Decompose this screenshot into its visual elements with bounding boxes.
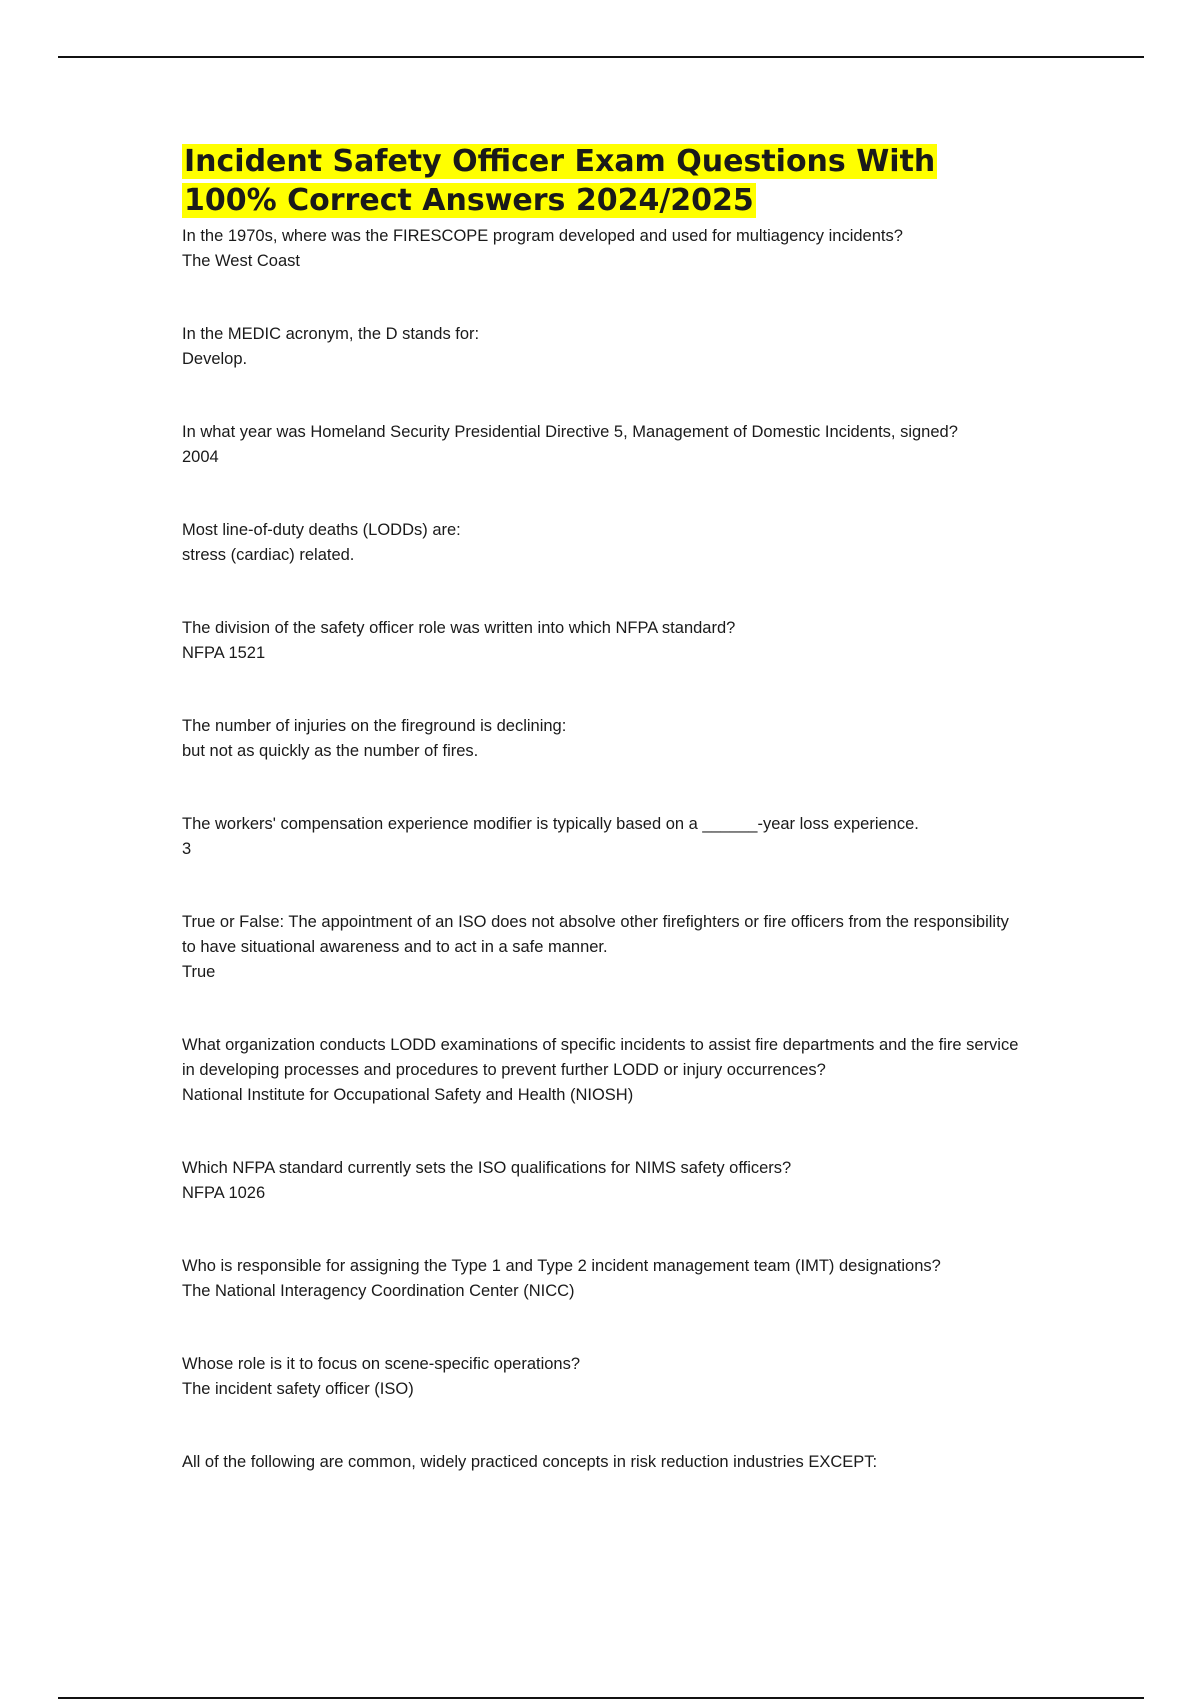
answer-text: The incident safety officer (ISO) [182, 1380, 414, 1398]
question-text: In what year was Homeland Security Presidential Directive 5, Management of Domestic Incidents, signed? [182, 423, 958, 441]
qa-item [182, 322, 1022, 372]
qa-item [182, 224, 1022, 274]
answer-text: 3 [182, 840, 192, 858]
qa-item [182, 1156, 1022, 1206]
question-text: Which NFPA standard currently sets the ISO qualifications for NIMS safety officers? [182, 1159, 792, 1177]
qa-item [182, 1352, 1022, 1402]
qa-item [182, 616, 1022, 666]
qa-item [182, 518, 1022, 568]
header-rule [58, 56, 1144, 58]
qa-item [182, 812, 1022, 862]
qa-item [182, 1033, 1022, 1108]
answer-text: Develop. [182, 350, 248, 368]
qa-item [182, 910, 1022, 985]
question-text: The division of the safety officer role was written into which NFPA standard? [182, 619, 736, 637]
answer-text: NFPA 1521 [182, 644, 266, 662]
document-title [182, 142, 1022, 220]
answer-text: The National Interagency Coordination Center (NICC) [182, 1282, 575, 1300]
qa-item [182, 1450, 1022, 1475]
answer-text: True [182, 963, 216, 981]
question-text: All of the following are common, widely practiced concepts in risk reduction industries EXCEPT: [182, 1453, 878, 1471]
question-text: In the MEDIC acronym, the D stands for: [182, 325, 480, 343]
question-text: Most line-of-duty deaths (LODDs) are: [182, 521, 461, 539]
title-highlight: Incident Safety Officer Exam Questions With 100% Correct Answers 2024/2025 [184, 144, 936, 218]
question-text: True or False: The appointment of an ISO does not absolve other firefighters or fire officers from the responsibility to have situational awareness and to act in a safe manner. [182, 913, 1009, 956]
question-text: What organization conducts LODD examinations of specific incidents to assist fire departments and the fire service in developing processes and procedures to prevent further LODD or injury occurrences? [182, 1036, 1019, 1079]
question-text: Who is responsible for assigning the Type 1 and Type 2 incident management team (IMT) designations? [182, 1257, 941, 1275]
answer-text: 2004 [182, 448, 219, 466]
qa-item [182, 714, 1022, 764]
qa-item [182, 420, 1022, 470]
question-text: Whose role is it to focus on scene-specific operations? [182, 1355, 581, 1373]
answer-text: but not as quickly as the number of fires. [182, 742, 479, 760]
answer-text: National Institute for Occupational Safety and Health (NIOSH) [182, 1086, 634, 1104]
answer-text: stress (cardiac) related. [182, 546, 355, 564]
answer-text: The West Coast [182, 252, 300, 270]
question-text: In the 1970s, where was the FIRESCOPE program developed and used for multiagency incidents? [182, 227, 903, 245]
qa-item [182, 1254, 1022, 1304]
question-text: The number of injuries on the fireground is declining: [182, 717, 567, 735]
question-text: The workers' compensation experience modifier is typically based on a ______-year loss experience. [182, 815, 919, 833]
footer-rule [58, 1697, 1144, 1699]
answer-text: NFPA 1026 [182, 1184, 266, 1202]
document-body [182, 142, 1022, 1475]
